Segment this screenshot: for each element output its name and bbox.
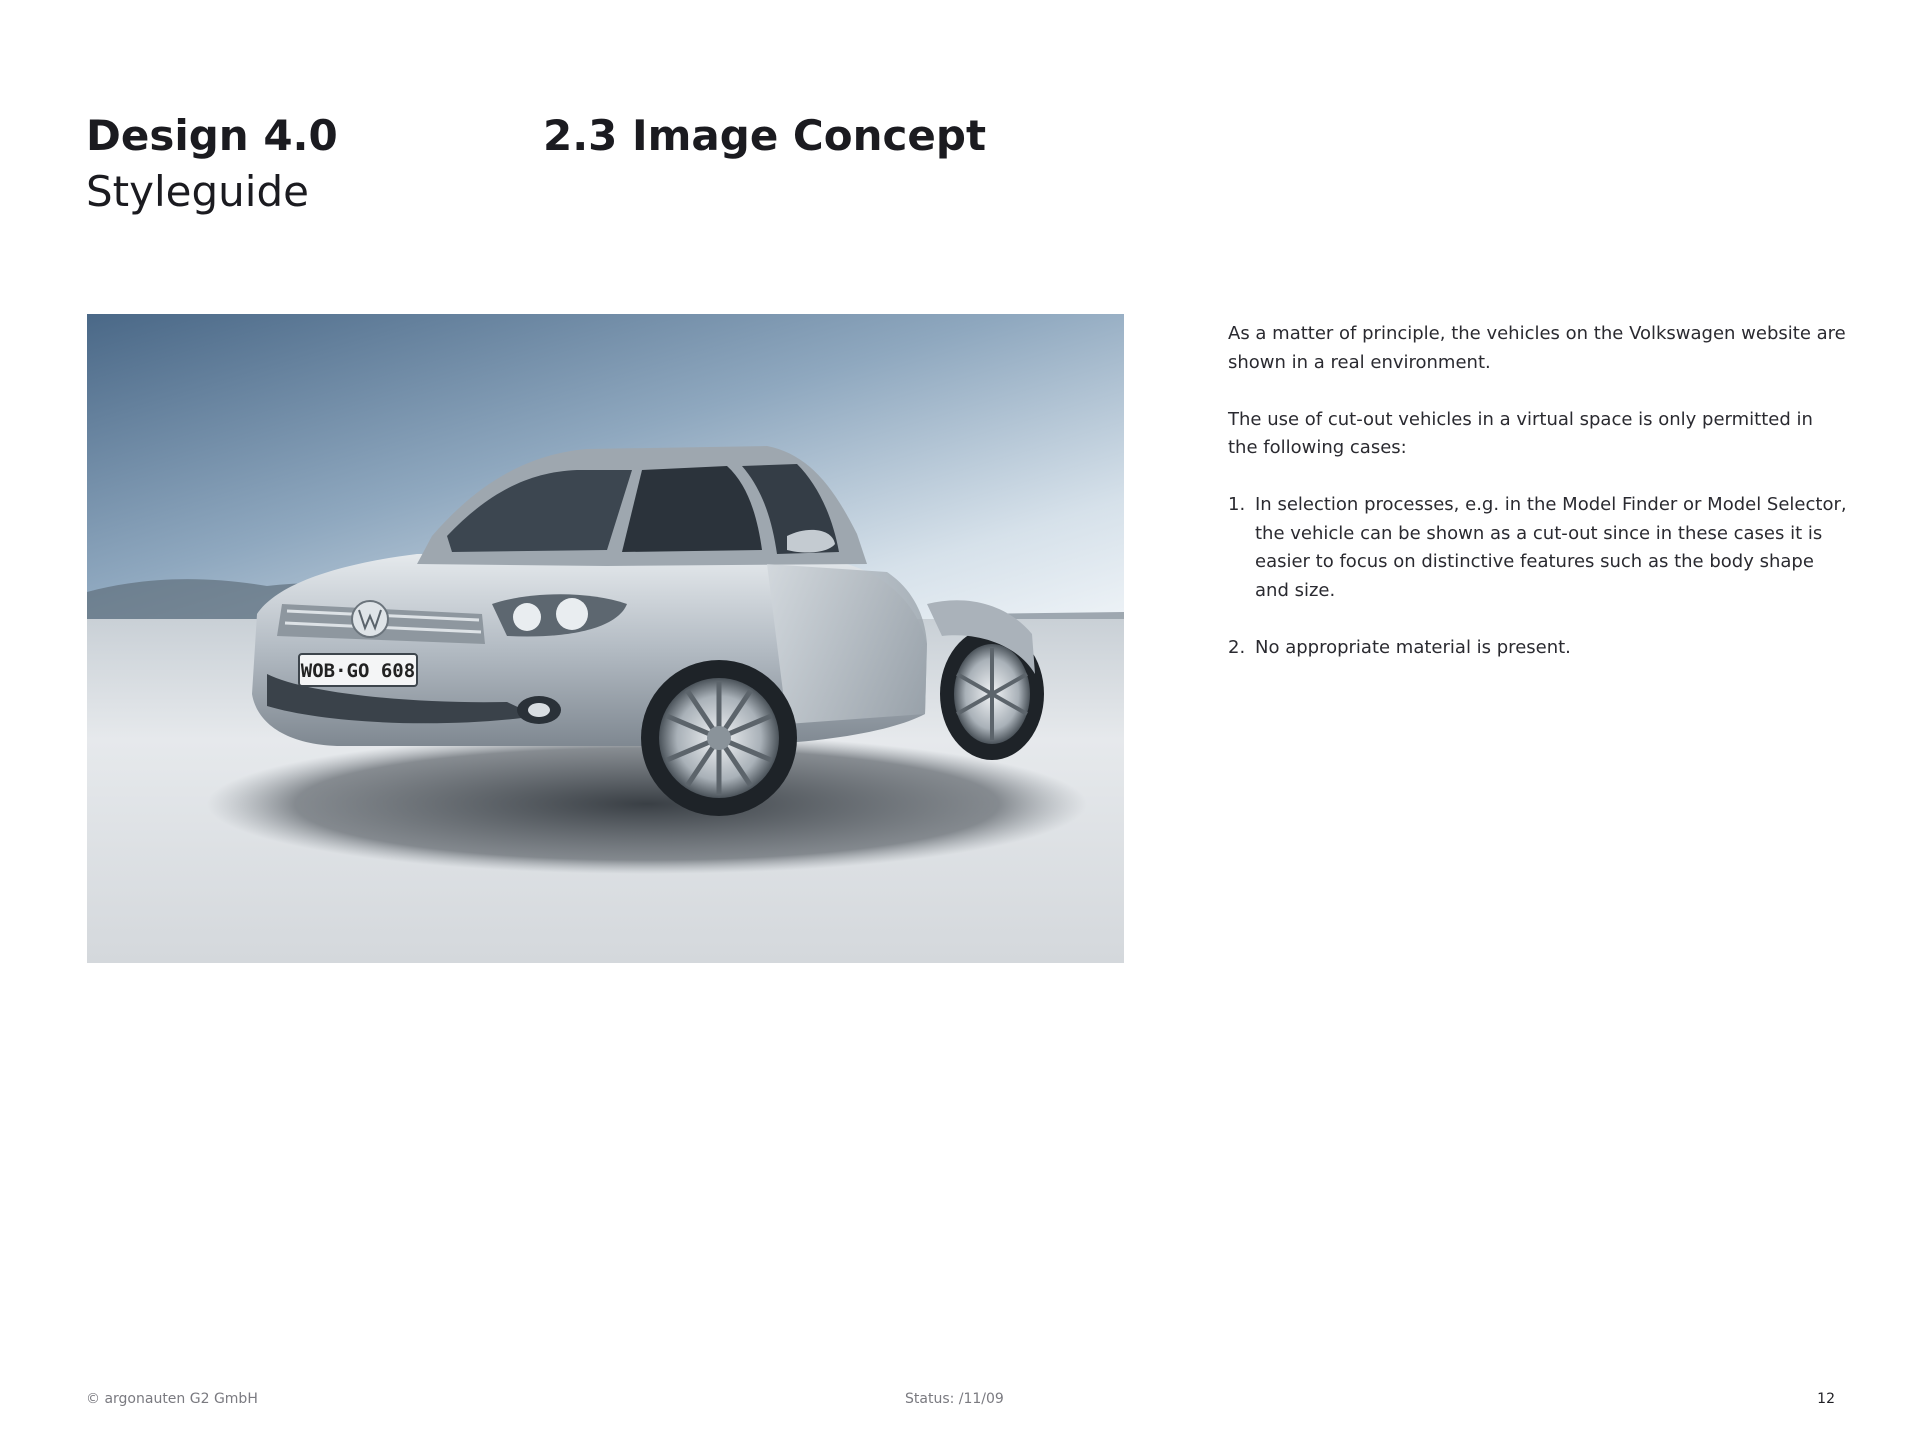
body-text xyxy=(1228,320,1848,691)
document-title-line2: Styleguide xyxy=(86,167,309,216)
list-item-text: No appropriate material is present. xyxy=(1255,636,1571,658)
car-photo-illustration xyxy=(87,314,1124,963)
footer-copyright: © argonauten G2 GmbH xyxy=(86,1391,258,1407)
list-item-number: 2. xyxy=(1228,636,1246,658)
document-title xyxy=(86,108,338,220)
svg-text:WOB·GO 608: WOB·GO 608 xyxy=(300,660,416,682)
car-photo xyxy=(87,314,1124,963)
list-item-number: 1. xyxy=(1228,494,1246,515)
list-item xyxy=(1228,491,1848,605)
paragraph-principle: As a matter of principle, the vehicles on the Volkswagen website are shown in a real environment. xyxy=(1228,323,1846,373)
cases-list xyxy=(1228,491,1848,662)
document-title-line1: Design 4.0 xyxy=(86,111,338,160)
footer-status: Status: /11/09 xyxy=(905,1391,1004,1407)
section-title: 2.3 Image Concept xyxy=(543,111,987,160)
list-item-text: In selection processes, e.g. in the Model Finder or Model Selector, the vehicle can be shown as a cut-out since in these cases it is easier to focus on distinctive features such as the body shape and size. xyxy=(1255,494,1847,601)
list-item xyxy=(1228,634,1848,663)
paragraph-cut-out: The use of cut-out vehicles in a virtual space is only permitted in the following cases: xyxy=(1228,408,1813,458)
page-number: 12 xyxy=(1817,1391,1835,1407)
